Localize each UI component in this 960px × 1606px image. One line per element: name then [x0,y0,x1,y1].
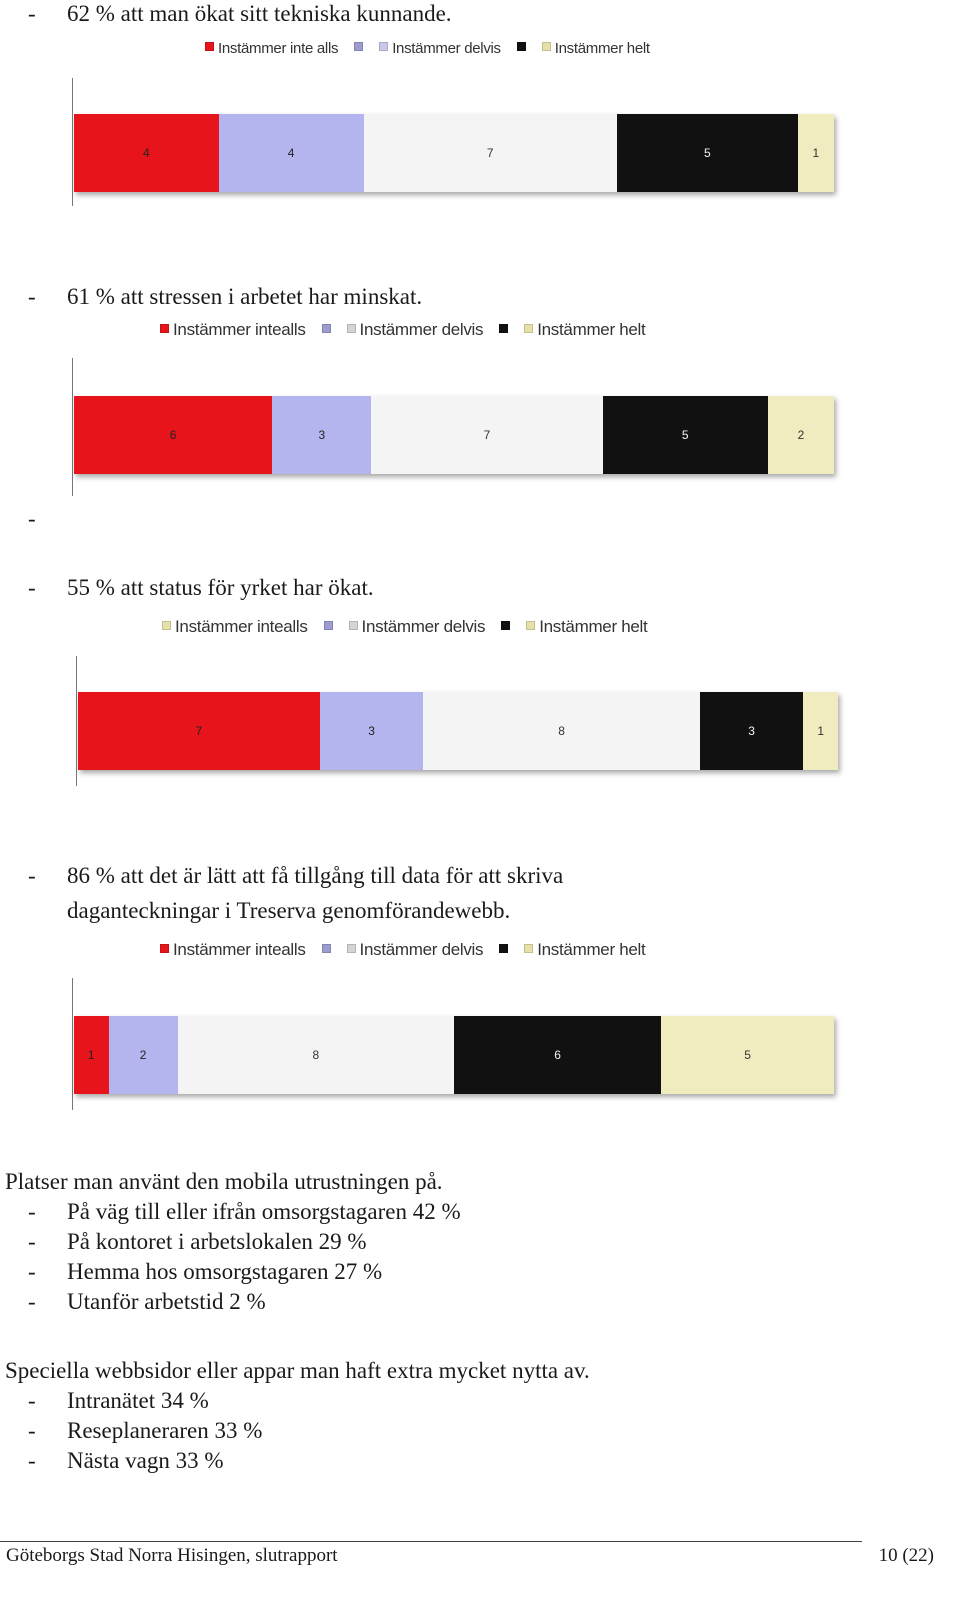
bullet-dash: - [28,1,36,26]
bar-segment [423,692,699,770]
legend-label: Instämmer delvis [392,40,501,57]
bar-segment [803,692,838,770]
list-item: På kontoret i arbetslokalen 29 % [67,1229,367,1254]
legend-marker [501,621,510,630]
chart-legend [160,617,661,639]
bullet-dash: - [28,1229,36,1254]
finding-text-continued: daganteckningar i Treserva genomförandewebb. [67,898,511,923]
bar-segment [272,396,371,474]
bullet-dash: - [28,284,36,309]
legend-swatch [347,324,356,333]
legend-item [345,940,484,960]
chart-legend [158,320,659,342]
legend-label: Instämmer helt [539,617,648,636]
segment-value-label: 1 [817,724,825,738]
segment-value-label: 3 [748,724,755,738]
legend-swatch [526,621,535,630]
legend-swatch [347,944,356,953]
finding-text: 55 % att status för yrket har ökat. [67,575,374,600]
legend-item [377,40,501,57]
segment-value-label: 7 [483,428,491,442]
finding-text: 62 % att man ökat sitt tekniska kunnande. [67,1,452,26]
segment-value-label: 3 [318,428,326,442]
legend-swatch [160,324,169,333]
chart-axis [72,78,73,206]
bar-segment [661,1016,834,1094]
bar-segment [78,692,320,770]
bar-segment [798,114,834,192]
segment-value-label: 2 [139,1048,147,1062]
chart-axis [72,978,73,1110]
stacked-bar [74,396,834,474]
list-item: Intranätet 34 % [67,1388,209,1413]
stacked-bar-chart [72,358,842,496]
segment-value-label: 8 [312,1048,320,1062]
legend-item [158,320,306,340]
legend-marker [499,324,508,333]
legend-swatch [160,944,169,953]
list-item: Utanför arbetstid 2 % [67,1289,266,1314]
finding-text: 61 % att stressen i arbetet har minskat. [67,284,423,309]
page-number: 10 (22) [878,1545,934,1566]
bar-segment [768,396,834,474]
segment-value-label: 6 [554,1048,561,1062]
bullet-dash: - [28,1199,36,1224]
segment-value-label: 5 [703,146,711,160]
bar-segment [371,396,602,474]
bar-segment [603,396,768,474]
list-item: På väg till eller ifrån omsorgstagaren 42 % [67,1199,461,1224]
bar-segment [178,1016,454,1094]
segment-value-label: 8 [558,724,565,738]
legend-swatch [379,42,388,51]
chart-axis [76,656,77,786]
legend-item [524,617,647,637]
legend-item [345,320,484,340]
stacked-bar-chart [72,978,842,1110]
chart-legend [203,40,664,62]
list-item: Reseplaneraren 33 % [67,1418,263,1443]
chart-legend [158,940,659,962]
legend-label: Instämmer intealls [175,617,308,636]
segment-value-label: 3 [368,724,375,738]
legend-label: Instämmer helt [537,320,646,339]
segment-value-label: 5 [744,1048,751,1062]
legend-item [522,320,645,340]
segment-value-label: 4 [143,146,150,160]
list-item: Hemma hos omsorgstagaren 27 % [67,1259,383,1284]
segment-value-label: 6 [169,428,177,442]
legend-marker [499,944,508,953]
legend-swatch [162,621,171,630]
bar-segment [74,396,272,474]
legend-swatch [349,621,358,630]
legend-swatch [524,324,533,333]
bar-segment [219,114,364,192]
legend-label: Instämmer helt [554,40,650,57]
bullet-dash: - [28,1259,36,1284]
bullet-dash: - [28,575,36,600]
legend-marker [324,621,333,630]
bullet-dash: - [28,863,36,888]
legend-item [522,940,645,960]
segment-value-label: 2 [797,428,805,442]
stray-dash: - [28,506,36,531]
legend-label: Instämmer delvis [359,940,484,959]
legend-item [540,40,650,57]
bullet-dash: - [28,1289,36,1314]
legend-swatch [542,42,551,51]
legend-marker [517,42,526,51]
legend-item [203,40,338,57]
bar-segment [700,692,804,770]
segment-value-label: 7 [195,724,203,738]
legend-label: Instämmer inte alls [218,40,339,57]
segment-value-label: 7 [486,146,494,160]
legend-swatch [524,944,533,953]
footer-title: Göteborgs Stad Norra Hisingen, slutrapport [6,1545,338,1566]
segment-value-label: 1 [87,1048,95,1062]
legend-label: Instämmer intealls [173,940,306,959]
bar-segment [454,1016,661,1094]
places-heading: Platser man använt den mobila utrustningen på. [5,1169,443,1194]
legend-marker [354,42,363,51]
bar-segment [74,1016,109,1094]
stacked-bar [78,692,838,770]
bar-segment [364,114,617,192]
legend-label: Instämmer intealls [173,320,306,339]
stacked-bar [74,114,834,192]
bullet-dash: - [28,1448,36,1473]
legend-item [347,617,486,637]
segment-value-label: 4 [287,146,295,160]
legend-item [158,940,306,960]
legend-label: Instämmer delvis [361,617,486,636]
bar-segment [74,114,219,192]
chart-axis [72,358,73,496]
footer-divider [0,1541,862,1542]
list-item: Nästa vagn 33 % [67,1448,224,1473]
stacked-bar-chart [72,78,842,206]
bar-segment [320,692,424,770]
segment-value-label: 1 [812,146,820,160]
bar-segment [109,1016,178,1094]
stacked-bar [74,1016,834,1094]
legend-label: Instämmer delvis [359,320,484,339]
finding-text: 86 % att det är lätt att få tillgång till data för att skriva [67,863,564,888]
legend-item [160,617,308,637]
legend-marker [322,324,331,333]
websites-heading: Speciella webbsidor eller appar man haft extra mycket nytta av. [5,1358,590,1383]
bar-segment [617,114,798,192]
legend-swatch [205,42,214,51]
bullet-dash: - [28,1388,36,1413]
stacked-bar-chart [76,656,846,786]
bullet-dash: - [28,1418,36,1443]
legend-marker [322,944,331,953]
legend-label: Instämmer helt [537,940,646,959]
segment-value-label: 5 [681,428,689,442]
